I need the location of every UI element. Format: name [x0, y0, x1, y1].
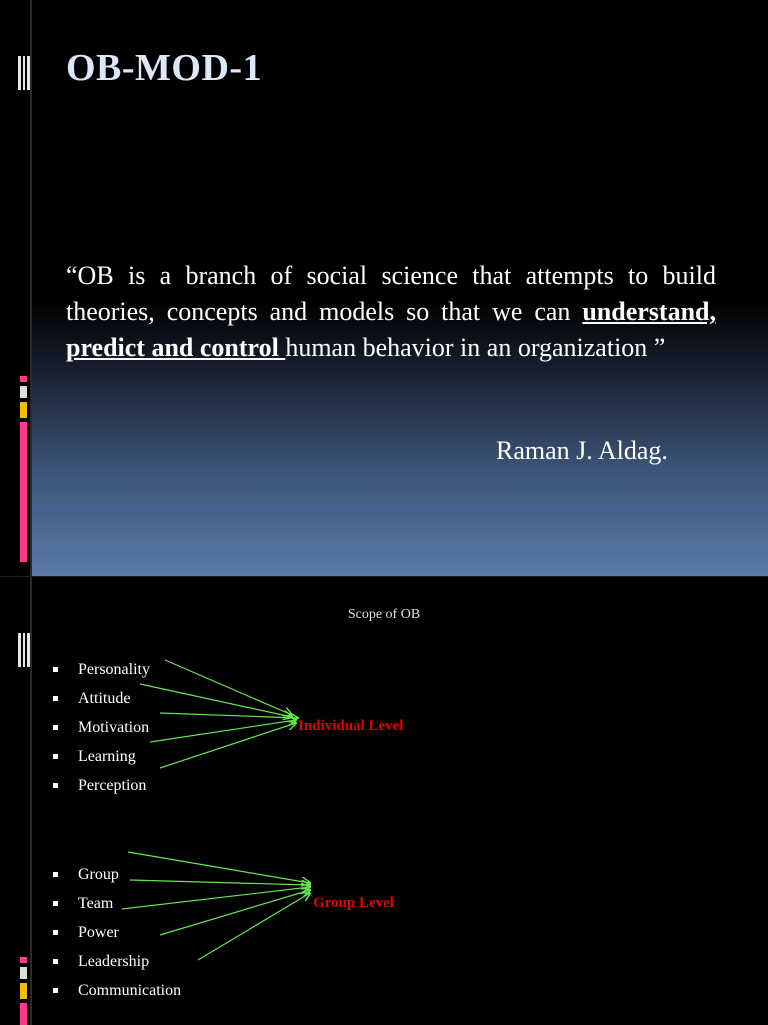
tick-marks-decoration	[18, 56, 30, 90]
group-level-label: Group Level	[313, 895, 394, 911]
list-item: Perception	[50, 776, 150, 805]
individual-factors-list	[50, 660, 150, 805]
quote-author: Raman J. Aldag.	[496, 436, 668, 465]
individual-level-label: Individual Level	[298, 718, 404, 734]
group-factors-list	[50, 865, 181, 1010]
quote-text-end: human behavior in an organization ”	[285, 333, 666, 362]
list-item: Communication	[50, 981, 181, 1010]
slide-left-decoration	[0, 0, 30, 576]
list-item: Motivation	[50, 718, 150, 747]
list-item: Team	[50, 894, 181, 923]
arrow-icon	[150, 720, 296, 742]
arrow-icon	[165, 660, 292, 715]
color-marks-decoration	[20, 376, 27, 566]
slide-scope-of-ob	[0, 576, 768, 1025]
list-item: Power	[50, 923, 181, 952]
arrow-icon	[160, 890, 310, 935]
list-item: Leadership	[50, 952, 181, 981]
arrow-icon	[198, 893, 310, 960]
vertical-rule	[30, 0, 32, 576]
quote-text-start: “OB is a branch of social science that attempts to build theories, concepts and models so that we can	[66, 261, 716, 326]
ob-definition-quote	[66, 258, 716, 366]
list-item: Attitude	[50, 689, 150, 718]
list-item: Personality	[50, 660, 150, 689]
slide-title: OB-MOD-1	[66, 47, 263, 89]
list-item: Group	[50, 865, 181, 894]
list-item: Learning	[50, 747, 150, 776]
quote-emphasis: understand, predict and control	[66, 297, 716, 362]
arrow-icon	[140, 684, 292, 717]
scope-title: Scope of OB	[347, 607, 421, 622]
